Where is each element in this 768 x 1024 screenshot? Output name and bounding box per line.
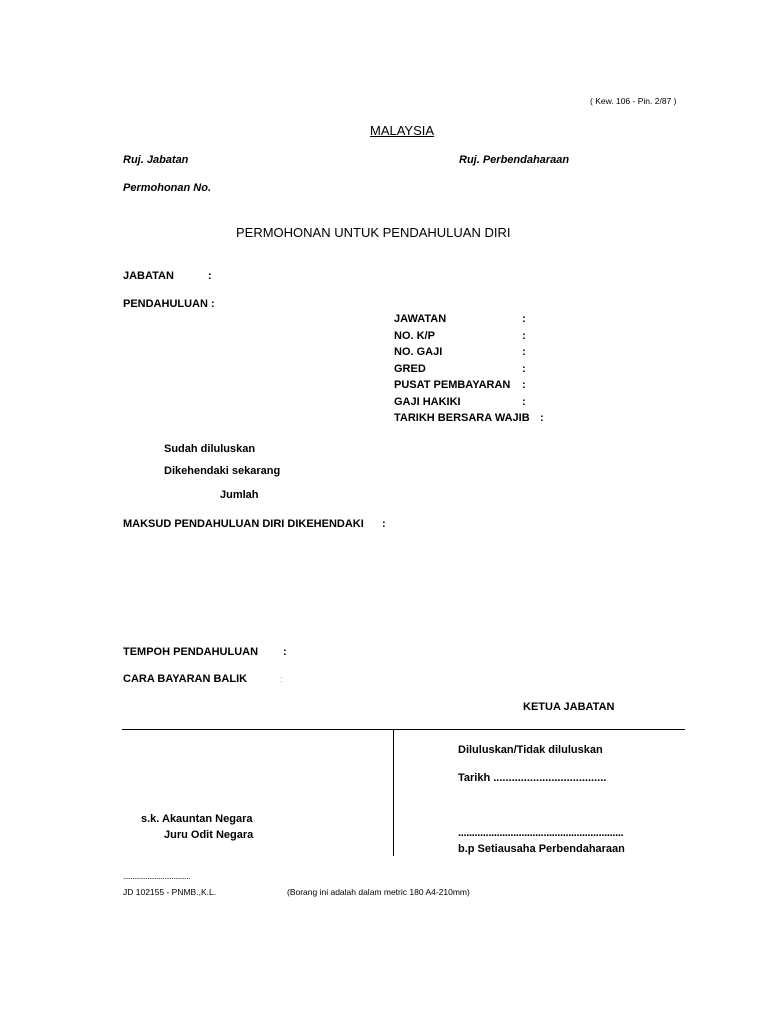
no-kp-colon: : bbox=[522, 330, 526, 342]
sudah-diluluskan-label: Sudah diluluskan bbox=[164, 443, 256, 455]
dikehendaki-sekarang-label: Dikehendaki sekarang bbox=[164, 465, 281, 477]
jumlah-label: Jumlah bbox=[220, 489, 259, 501]
cara-bayaran-label: CARA BAYARAN BALIK bbox=[123, 673, 248, 685]
pusat-pembayaran-colon: : bbox=[522, 379, 526, 391]
no-kp-label: NO. K/P bbox=[394, 330, 435, 342]
gred-colon: : bbox=[522, 363, 526, 375]
jabatan-label: JABATAN bbox=[123, 270, 174, 282]
tempoh-colon: : bbox=[283, 646, 287, 658]
gaji-hakiki-label: GAJI HAKIKI bbox=[394, 396, 461, 408]
footer-dots: .................................... bbox=[123, 871, 191, 881]
permohonan-no-label: Permohonan No. bbox=[123, 182, 212, 194]
jabatan-colon: : bbox=[208, 270, 212, 282]
signature-line: ............................................................ bbox=[458, 827, 624, 839]
footer-code: JD 102155 - PNMB.,K.L. bbox=[123, 887, 217, 897]
cara-bayaran-colon: : bbox=[280, 674, 283, 684]
footer-note: (Borang ini adalah dalam metric 180 A4-210mm) bbox=[287, 887, 470, 897]
approval-status: Diluluskan/Tidak diluluskan bbox=[458, 744, 603, 756]
form-code: ( Kew. 106 - Pin. 2/87 ) bbox=[590, 96, 677, 106]
jawatan-label: JAWATAN bbox=[394, 313, 447, 325]
form-title: PERMOHONAN UNTUK PENDAHULUAN DIRI bbox=[236, 225, 511, 240]
jawatan-colon: : bbox=[522, 313, 526, 325]
sk-akauntan-negara: s.k. Akauntan Negara bbox=[141, 813, 253, 825]
tarikh-bersara-colon: : bbox=[540, 412, 544, 424]
bp-setiausaha: b.p Setiausaha Perbendaharaan bbox=[458, 843, 625, 855]
tarikh-bersara-label: TARIKH BERSARA WAJIB bbox=[394, 412, 530, 424]
ruj-jabatan-label: Ruj. Jabatan bbox=[123, 154, 189, 166]
gred-label: GRED bbox=[394, 363, 426, 375]
gaji-hakiki-colon: : bbox=[522, 396, 526, 408]
tempoh-label: TEMPOH PENDAHULUAN bbox=[123, 646, 259, 658]
ketua-jabatan-label: KETUA JABATAN bbox=[523, 701, 615, 713]
section-divider bbox=[122, 729, 685, 730]
maksud-label: MAKSUD PENDAHULUAN DIRI DIKEHENDAKI bbox=[123, 518, 364, 530]
sk-juru-odit: Juru Odit Negara bbox=[164, 829, 254, 841]
no-gaji-colon: : bbox=[522, 346, 526, 358]
pusat-pembayaran-label: PUSAT PEMBAYARAN bbox=[394, 379, 511, 391]
column-divider bbox=[393, 729, 394, 856]
country-heading: MALAYSIA bbox=[370, 123, 435, 138]
maksud-colon: : bbox=[382, 518, 386, 530]
ruj-perbendaharaan-label: Ruj. Perbendaharaan bbox=[459, 154, 570, 166]
approval-tarikh: Tarikh ..................................... bbox=[458, 772, 607, 784]
no-gaji-label: NO. GAJI bbox=[394, 346, 443, 358]
pendahuluan-label: PENDAHULUAN : bbox=[123, 298, 215, 310]
